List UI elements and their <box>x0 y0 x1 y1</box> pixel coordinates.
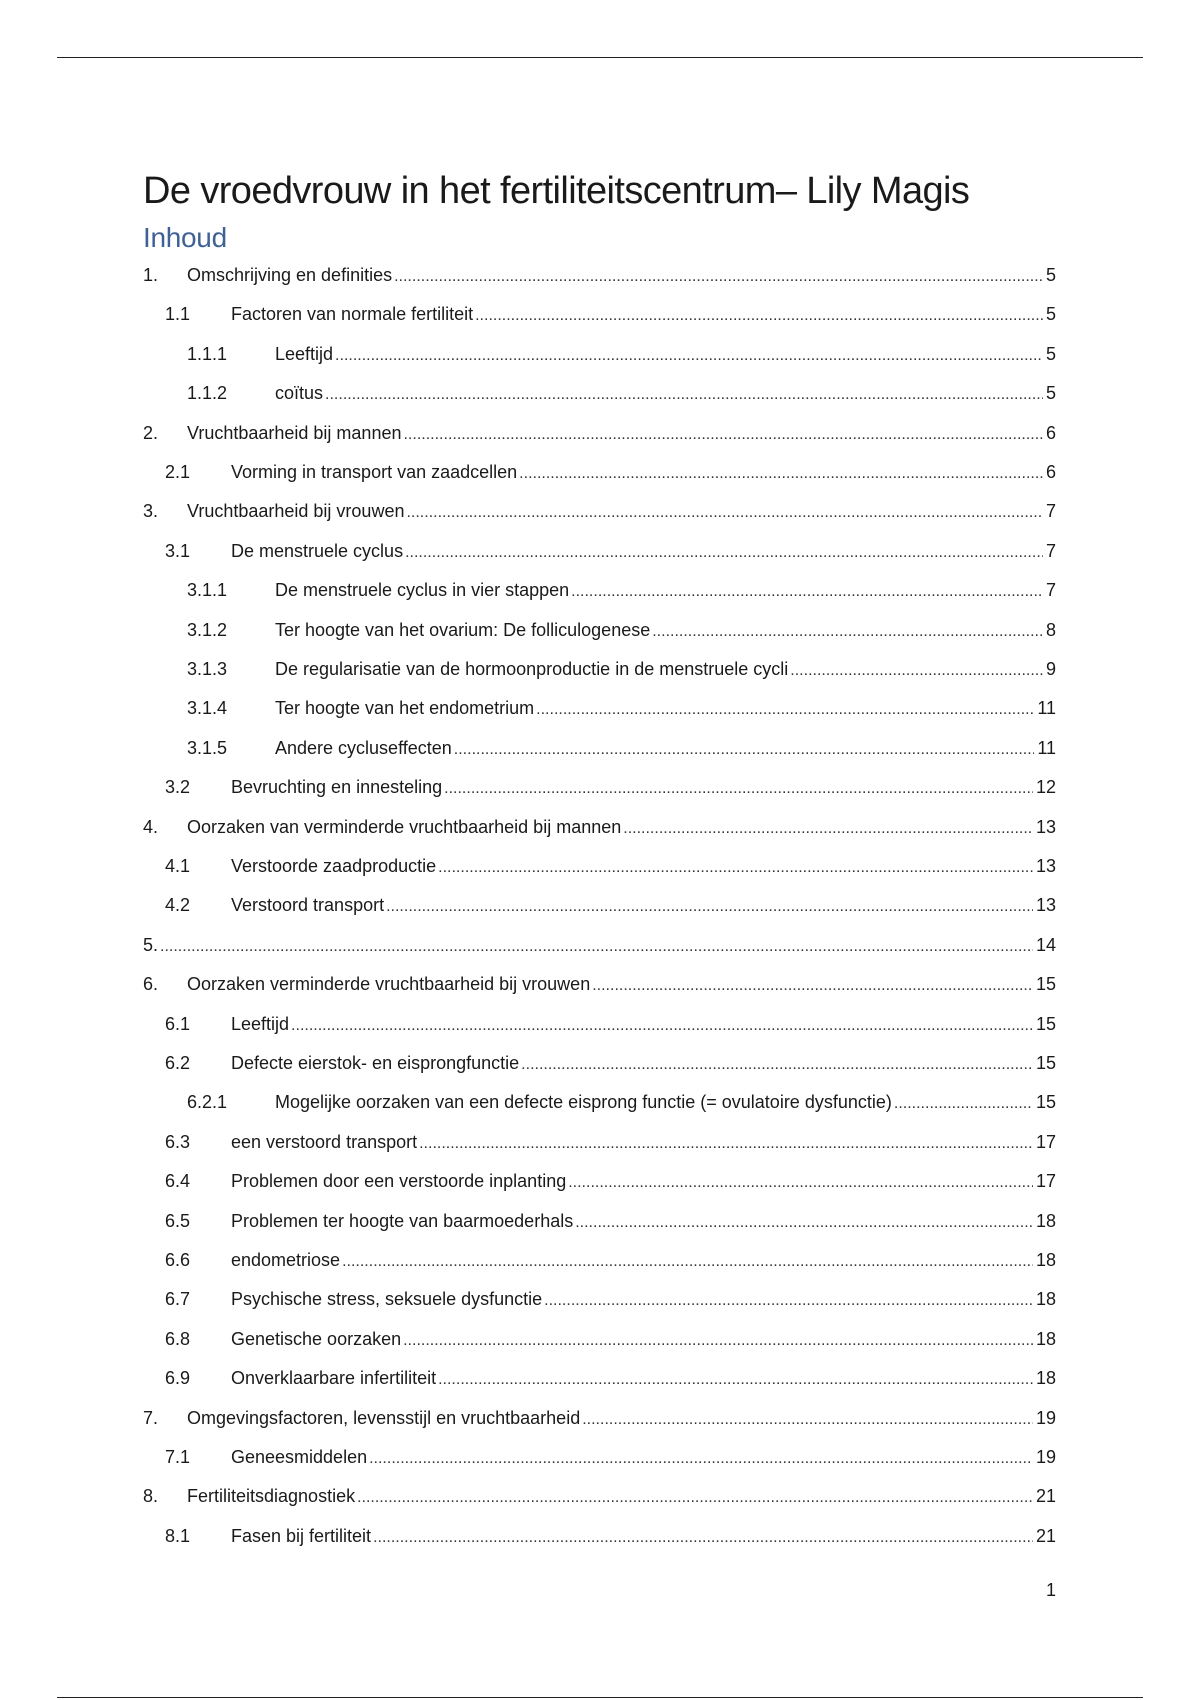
toc-dot-leader <box>369 1445 1033 1471</box>
toc-entry[interactable] <box>143 1406 1056 1432</box>
toc-entry-title: De regularisatie van de hormoonproductie in de menstruele cycli <box>275 659 789 679</box>
toc-dot-leader <box>582 1406 1033 1432</box>
toc-entry-number: 7.1 <box>165 1447 191 1467</box>
toc-dot-leader <box>536 696 1034 722</box>
toc-dot-leader <box>652 618 1043 644</box>
toc-entry-title: Fasen bij fertiliteit <box>231 1526 372 1546</box>
page-number: 1 <box>1045 1580 1056 1600</box>
toc-entry-page: 14 <box>1035 935 1056 955</box>
toc-entry-number: 3.1.1 <box>187 580 228 600</box>
toc-dot-leader <box>519 460 1043 486</box>
toc-entry[interactable] <box>143 1484 1056 1510</box>
toc-entry-number: 1.1 <box>165 304 191 324</box>
toc-entry-number: 6.8 <box>165 1329 191 1349</box>
toc-dot-leader <box>160 933 1033 959</box>
toc-dot-leader <box>357 1484 1033 1510</box>
toc-entry[interactable] <box>143 381 1056 407</box>
toc-dot-leader <box>419 1130 1033 1156</box>
toc-entry[interactable] <box>143 1287 1056 1313</box>
toc-entry-title: endometriose <box>231 1250 341 1270</box>
toc-dot-leader <box>342 1248 1033 1274</box>
toc-entry-number: 3.1 <box>165 541 191 561</box>
toc-entry[interactable] <box>143 854 1056 880</box>
toc-entry-title: Vruchtbaarheid bij vrouwen <box>187 501 405 521</box>
toc-dot-leader <box>438 854 1033 880</box>
toc-entry-page: 15 <box>1035 974 1056 994</box>
document-title: De vroedvrouw in het fertiliteitscentrum– Lily Magis <box>143 170 970 213</box>
toc-entry[interactable] <box>143 499 1056 525</box>
toc-entry[interactable] <box>143 1051 1056 1077</box>
toc-entry-title: Psychische stress, seksuele dysfunctie <box>231 1289 543 1309</box>
toc-entry-number: 2. <box>143 423 159 443</box>
toc-dot-leader <box>475 302 1043 328</box>
toc-entry-number: 6.9 <box>165 1368 191 1388</box>
toc-entry[interactable] <box>143 1209 1056 1235</box>
toc-entry-title: Vruchtbaarheid bij mannen <box>187 423 402 443</box>
toc-entry-page: 11 <box>1037 698 1056 718</box>
toc-entry-page: 7 <box>1045 580 1056 600</box>
toc-entry[interactable] <box>143 460 1056 486</box>
toc-entry-number: 8. <box>143 1486 159 1506</box>
toc-entry[interactable] <box>143 342 1056 368</box>
toc-dot-leader <box>623 815 1033 841</box>
toc-entry-page: 18 <box>1035 1289 1056 1309</box>
toc-entry-page: 13 <box>1035 817 1056 837</box>
footer-rule <box>57 1697 1143 1698</box>
toc-entry-page: 17 <box>1035 1132 1056 1152</box>
toc-entry[interactable] <box>143 1012 1056 1038</box>
toc-entry[interactable] <box>143 696 1056 722</box>
toc-entry[interactable] <box>143 736 1056 762</box>
toc-entry-page: 18 <box>1035 1329 1056 1349</box>
toc-entry[interactable] <box>143 1524 1056 1550</box>
toc-entry[interactable] <box>143 539 1056 565</box>
toc-entry-page: 18 <box>1035 1368 1056 1388</box>
toc-entry-title: Defecte eierstok- en eisprongfunctie <box>231 1053 520 1073</box>
toc-entry[interactable] <box>143 1169 1056 1195</box>
toc-entry-title: Omgevingsfactoren, levensstijl en vruchtbaarheid <box>187 1408 581 1428</box>
toc-entry[interactable] <box>143 1130 1056 1156</box>
toc-entry-number: 6.2.1 <box>187 1092 228 1112</box>
toc-entry[interactable] <box>143 815 1056 841</box>
toc-dot-leader <box>405 539 1043 565</box>
toc-entry-title: Onverklaarbare infertiliteit <box>231 1368 437 1388</box>
toc-entry-title: Verstoorde zaadproductie <box>231 856 437 876</box>
toc-entry-title: Problemen ter hoogte van baarmoederhals <box>231 1211 574 1231</box>
toc-entry-page: 19 <box>1035 1447 1056 1467</box>
toc-entry-number: 6.6 <box>165 1250 191 1270</box>
toc-entry-title: Omschrijving en definities <box>187 265 393 285</box>
toc-dot-leader <box>894 1090 1033 1116</box>
toc-entry-number: 6.5 <box>165 1211 191 1231</box>
toc-entry-page: 6 <box>1045 423 1056 443</box>
toc-entry-page: 9 <box>1045 659 1056 679</box>
toc-entry[interactable] <box>143 578 1056 604</box>
toc-dot-leader <box>575 1209 1033 1235</box>
toc-entry-number: 6.2 <box>165 1053 191 1073</box>
toc-entry-number: 1.1.2 <box>187 383 228 403</box>
toc-entry-number: 4.2 <box>165 895 191 915</box>
toc-entry-page: 7 <box>1045 501 1056 521</box>
toc-entry-title: Genetische oorzaken <box>231 1329 402 1349</box>
toc-dot-leader <box>454 736 1035 762</box>
toc-entry-page: 15 <box>1035 1014 1056 1034</box>
toc-entry-title: Bevruchting en innesteling <box>231 777 443 797</box>
toc-dot-leader <box>406 499 1043 525</box>
toc-entry-page: 5 <box>1045 304 1056 324</box>
toc-entry-page: 8 <box>1045 620 1056 640</box>
toc-entry-number: 1. <box>143 265 159 285</box>
toc-entry[interactable] <box>143 972 1056 998</box>
toc-entry-title: coïtus <box>275 383 324 403</box>
toc-entry[interactable] <box>143 1090 1056 1116</box>
toc-entry-page: 21 <box>1035 1526 1056 1546</box>
toc-entry-title: Geneesmiddelen <box>231 1447 368 1467</box>
toc-entry-page: 17 <box>1035 1171 1056 1191</box>
toc-entry-number: 3.2 <box>165 777 191 797</box>
toc-entry-page: 19 <box>1035 1408 1056 1428</box>
toc-entry-title: Leeftijd <box>275 344 334 364</box>
toc-entry[interactable] <box>143 933 1056 959</box>
toc-entry-page: 12 <box>1035 777 1056 797</box>
toc-entry-title: Fertiliteitsdiagnostiek <box>187 1486 356 1506</box>
toc-dot-leader <box>790 657 1043 683</box>
toc-dot-leader <box>403 1327 1033 1353</box>
toc-entry-title: Ter hoogte van het ovarium: De folliculogenese <box>275 620 651 640</box>
toc-entry-number: 3.1.4 <box>187 698 228 718</box>
toc-entry-number: 5. <box>143 935 159 955</box>
toc-entry-page: 18 <box>1035 1211 1056 1231</box>
toc-entry[interactable] <box>143 1366 1056 1392</box>
toc-entry-number: 7. <box>143 1408 159 1428</box>
toc-entry-page: 18 <box>1035 1250 1056 1270</box>
toc-entry-number: 3. <box>143 501 159 521</box>
toc-entry-number: 4. <box>143 817 159 837</box>
toc-entry-page: 15 <box>1035 1053 1056 1073</box>
toc-entry-title: Oorzaken van verminderde vruchtbaarheid bij mannen <box>187 817 622 837</box>
toc-entry[interactable] <box>143 618 1056 644</box>
toc-entry-title: Problemen door een verstoorde inplanting <box>231 1171 567 1191</box>
toc-entry-number: 6.4 <box>165 1171 191 1191</box>
toc-entry-page: 7 <box>1045 541 1056 561</box>
toc-entry-page: 6 <box>1045 462 1056 482</box>
toc-entry-page: 11 <box>1037 738 1056 758</box>
toc-entry-number: 4.1 <box>165 856 191 876</box>
toc-entry[interactable] <box>143 421 1056 447</box>
toc-dot-leader <box>544 1287 1033 1313</box>
header-rule <box>57 57 1143 58</box>
toc-entry[interactable] <box>143 1445 1056 1471</box>
toc-dot-leader <box>394 263 1043 289</box>
toc-dot-leader <box>571 578 1043 604</box>
toc-entry-page: 15 <box>1035 1092 1056 1112</box>
toc-entry-page: 5 <box>1045 265 1056 285</box>
toc-entry-number: 3.1.5 <box>187 738 228 758</box>
toc-dot-leader <box>403 421 1043 447</box>
toc-entry[interactable] <box>143 263 1056 289</box>
toc-entry[interactable] <box>143 657 1056 683</box>
toc-dot-leader <box>444 775 1033 801</box>
toc-entry-number: 6.7 <box>165 1289 191 1309</box>
toc-entry-title: Andere cycluseffecten <box>275 738 452 758</box>
toc-dot-leader <box>373 1524 1033 1550</box>
toc-entry-title: Verstoord transport <box>231 895 385 915</box>
toc-entry-number: 8.1 <box>165 1526 191 1546</box>
toc-dot-leader <box>521 1051 1033 1077</box>
toc-dot-leader <box>291 1012 1033 1038</box>
toc-entry-page: 5 <box>1045 383 1056 403</box>
toc-dot-leader <box>325 381 1043 407</box>
toc-entry-number: 6.3 <box>165 1132 191 1152</box>
toc-entry-title: een verstoord transport <box>231 1132 418 1152</box>
toc-entry-number: 2.1 <box>165 462 191 482</box>
toc-entry-number: 1.1.1 <box>187 344 228 364</box>
toc-dot-leader <box>592 972 1033 998</box>
toc-entry-page: 5 <box>1045 344 1056 364</box>
toc-entry[interactable] <box>143 1327 1056 1353</box>
toc-entry-page: 13 <box>1035 856 1056 876</box>
toc-dot-leader <box>335 342 1043 368</box>
toc-entry-title: De menstruele cyclus <box>231 541 404 561</box>
toc-entry[interactable] <box>143 893 1056 919</box>
toc-entry-title: Factoren van normale fertiliteit <box>231 304 474 324</box>
toc-dot-leader <box>438 1366 1033 1392</box>
toc-dot-leader <box>568 1169 1033 1195</box>
toc-entry[interactable] <box>143 1248 1056 1274</box>
toc-entry-title: Ter hoogte van het endometrium <box>275 698 535 718</box>
toc-entry-title: De menstruele cyclus in vier stappen <box>275 580 570 600</box>
toc-entry[interactable] <box>143 775 1056 801</box>
toc-entry-title: Vorming in transport van zaadcellen <box>231 462 518 482</box>
toc-heading: Inhoud <box>143 222 227 253</box>
toc-entry-page: 13 <box>1035 895 1056 915</box>
toc-entry-number: 6. <box>143 974 159 994</box>
toc-entry-number: 3.1.3 <box>187 659 228 679</box>
toc-entry-title: Oorzaken verminderde vruchtbaarheid bij vrouwen <box>187 974 591 994</box>
toc-entry-title: Leeftijd <box>231 1014 290 1034</box>
toc-dot-leader <box>386 893 1033 919</box>
toc-entry[interactable] <box>143 302 1056 328</box>
toc-entry-number: 6.1 <box>165 1014 191 1034</box>
toc-entry-number: 3.1.2 <box>187 620 228 640</box>
toc-entry-page: 21 <box>1035 1486 1056 1506</box>
toc-entry-title: Mogelijke oorzaken van een defecte eisprong functie (= ovulatoire dysfunctie) <box>275 1092 892 1112</box>
